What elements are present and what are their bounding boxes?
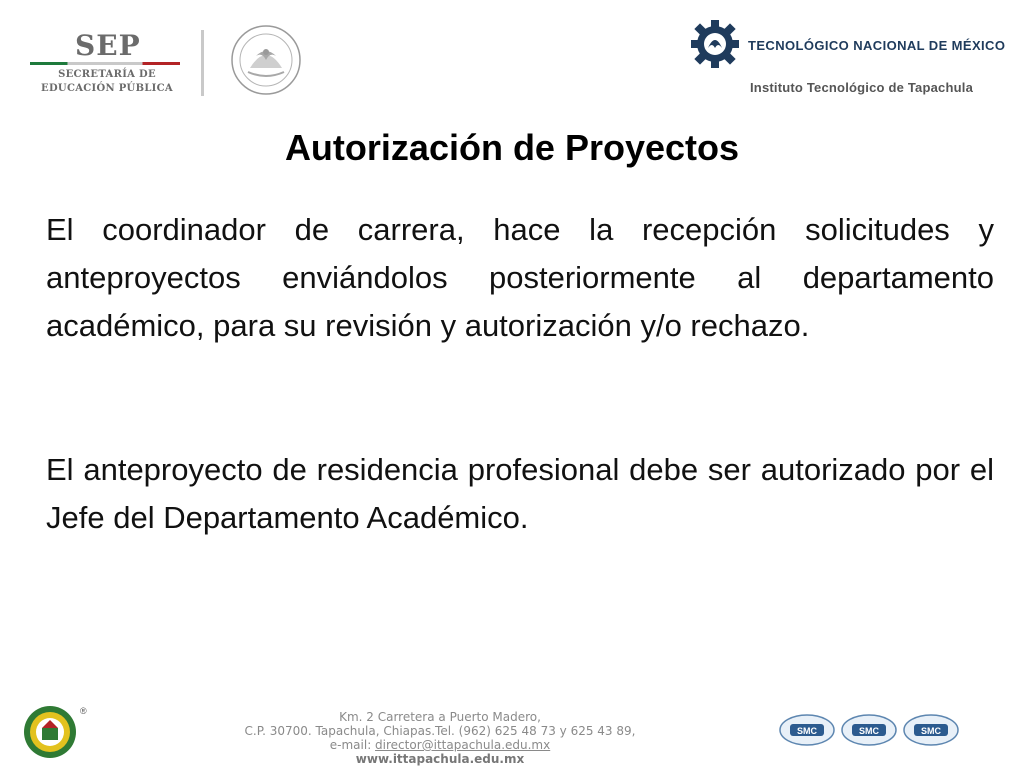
- body-paragraph: El anteproyecto de residencia profesional debe ser autorizado por el Jefe del Departamento Académico.: [46, 452, 994, 535]
- footer-email-prefix: e-mail:: [329, 738, 376, 752]
- footer-email-link[interactable]: director@ittapachula.edu.mx: [375, 738, 551, 752]
- body-paragraph: El coordinador de carrera, hace la recepción solicitudes y anteproyectos enviándolos posteriormente al departamento académico, para su revisión y autorización y/o rechazo.: [46, 212, 994, 343]
- footer-website[interactable]: www.ittapachula.edu.mx: [355, 752, 525, 766]
- institute-name: Instituto Tecnológico de Tapachula: [750, 80, 973, 95]
- slide-title: Autorización de Proyectos: [284, 127, 740, 168]
- registered-mark: ®: [80, 706, 87, 716]
- smc-certification-icon: [778, 712, 836, 748]
- sep-subtitle-line2: EDUCACIÓN PÚBLICA: [41, 83, 173, 94]
- smc-label: SMC: [921, 726, 941, 736]
- tecnm-name-part2: NACIONAL DE MÉXICO: [853, 38, 1006, 53]
- footer-email-line: [200, 738, 680, 752]
- sep-title: SEP: [75, 29, 141, 62]
- estados-unidos-mexicanos-seal-icon: [220, 22, 312, 98]
- smc-label: SMC: [859, 726, 879, 736]
- smc-certification-icon: [840, 712, 898, 748]
- tecnm-name-part1: TECNOLÓGICO: [748, 38, 850, 53]
- sep-tricolor-line: [30, 62, 180, 65]
- tecnm-gear-logo-icon: [690, 18, 740, 70]
- smc-certification-icon: [902, 712, 960, 748]
- sep-subtitle-line1: SECRETARÍA DE: [58, 69, 156, 80]
- footer-address-line2: C.P. 30700. Tapachula, Chiapas.Tel. (962) 625 48 73 y 625 43 89,: [244, 724, 636, 738]
- smc-label: SMC: [797, 726, 817, 736]
- header-divider: [201, 30, 204, 96]
- tecnm-name: [748, 38, 1005, 53]
- footer-address-line1: Km. 2 Carretera a Puerto Madero,: [339, 710, 541, 724]
- ittapachula-emblem-icon: [20, 704, 84, 760]
